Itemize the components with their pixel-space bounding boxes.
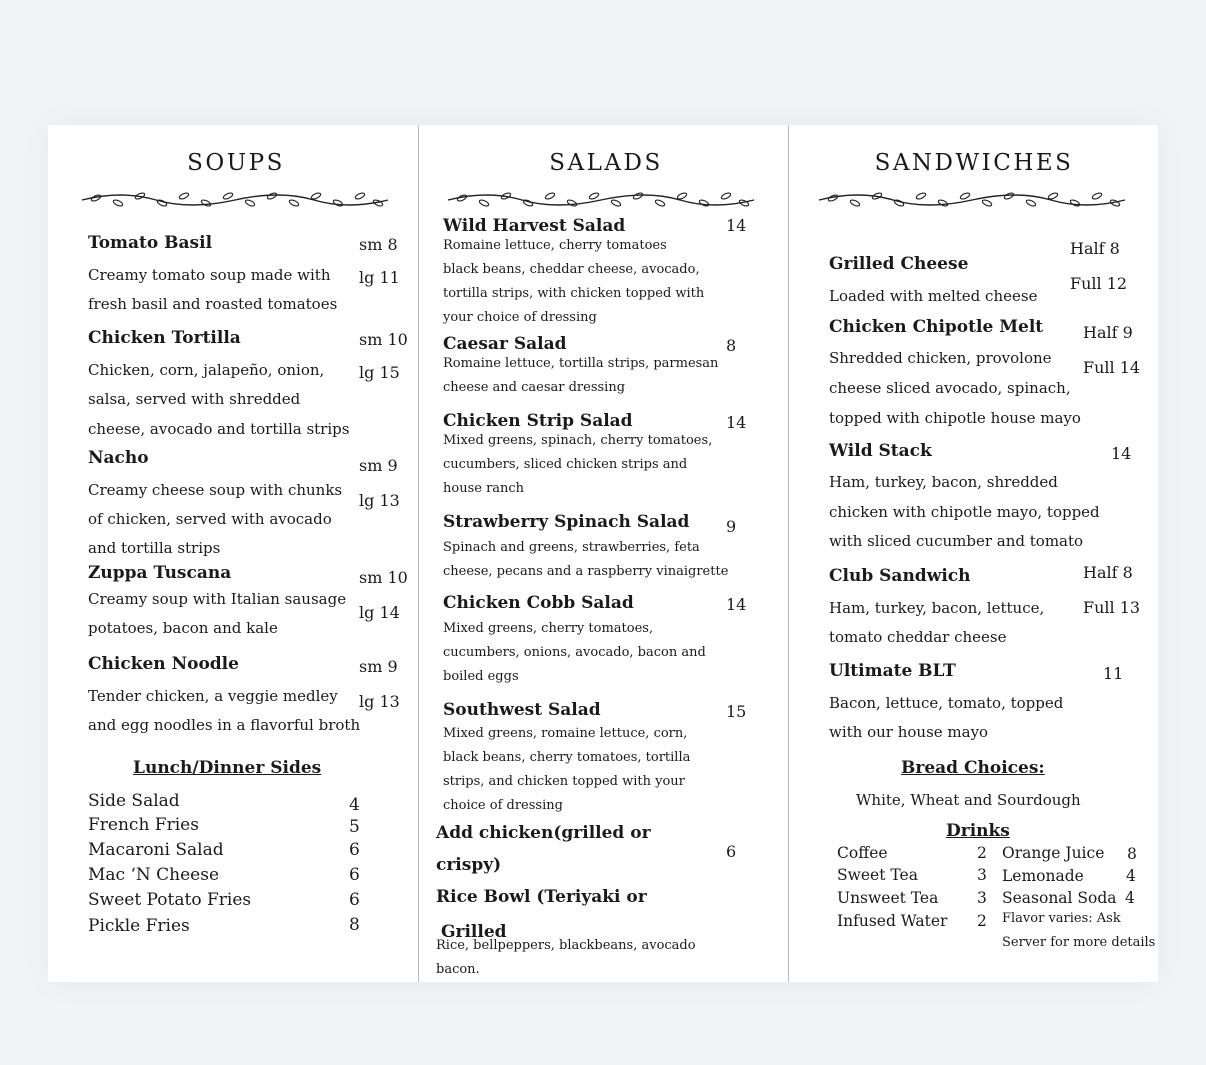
salad-desc: boiled eggs (443, 669, 519, 684)
salad-desc: black beans, cheddar cheese, avocado, (443, 262, 700, 277)
soup-price-sm: sm 8 (359, 235, 398, 254)
soup-desc: of chicken, served with avocado (88, 510, 332, 528)
salad-name: Southwest Salad (443, 700, 601, 720)
column-divider (788, 125, 789, 982)
salad-name: Wild Harvest Salad (443, 216, 626, 236)
sandwich-price-full: Full 13 (1083, 598, 1141, 617)
salad-desc: Mixed greens, spinach, cherry tomatoes, (443, 433, 713, 448)
side-price: 5 (349, 817, 360, 837)
side-price: 6 (349, 840, 360, 860)
sandwich-price-full: Full 12 (1070, 274, 1128, 293)
sandwich-desc: cheese sliced avocado, spinach, (829, 379, 1071, 397)
side-price: 6 (349, 890, 360, 910)
soups-title: SOUPS (187, 150, 285, 176)
salads-title: SALADS (549, 150, 663, 176)
sandwich-name: Wild Stack (829, 441, 932, 461)
sandwiches-title: SANDWICHES (874, 150, 1074, 176)
soup-desc: Tender chicken, a veggie medley (88, 687, 338, 705)
salad-desc: Mixed greens, romaine lettuce, corn, (443, 726, 688, 741)
sandwich-name: Club Sandwich (829, 566, 971, 586)
column-divider (418, 125, 419, 982)
salad-desc: your choice of dressing (443, 310, 597, 325)
menu-page (48, 125, 1158, 982)
salad-desc: house ranch (443, 481, 525, 496)
soup-price-sm: sm 10 (359, 330, 408, 349)
side-name: French Fries (88, 815, 199, 835)
soup-price-sm: sm 9 (359, 456, 398, 475)
drink-price: 4 (1126, 867, 1136, 885)
salad-desc: black beans, cherry tomatoes, tortilla (443, 750, 691, 765)
soup-desc: fresh basil and roasted tomatoes (88, 295, 338, 313)
vine-divider-icon (444, 188, 758, 212)
rice-bowl-name: Rice Bowl (Teriyaki or (436, 887, 647, 907)
drink-name: Sweet Tea (837, 866, 918, 884)
soup-desc: Creamy cheese soup with chunks (88, 481, 343, 499)
drink-price: 3 (977, 889, 987, 907)
sandwich-price: 14 (1111, 444, 1132, 463)
drinks-title: Drinks (946, 821, 1010, 841)
add-chicken-label: Add chicken(grilled or (436, 823, 651, 843)
sides-title: Lunch/Dinner Sides (133, 758, 322, 778)
drink-name: Orange Juice (1002, 844, 1105, 862)
soup-desc: salsa, served with shredded (88, 390, 301, 408)
soup-price-lg: lg 14 (359, 603, 400, 622)
salad-name: Caesar Salad (443, 334, 567, 354)
bread-text: White, Wheat and Sourdough (856, 791, 1081, 809)
side-price: 4 (349, 795, 360, 815)
sandwich-desc: Ham, turkey, bacon, lettuce, (829, 599, 1045, 617)
salad-price: 14 (726, 595, 747, 614)
drink-price: 3 (977, 866, 987, 884)
salad-desc: tortilla strips, with chicken topped with (443, 286, 705, 301)
soup-desc: cheese, avocado and tortilla strips (88, 420, 350, 438)
sandwich-name: Grilled Cheese (829, 254, 969, 274)
drink-name: Seasonal Soda (1002, 889, 1117, 907)
add-chicken-price: 6 (726, 842, 737, 861)
side-name: Macaroni Salad (88, 840, 224, 860)
soup-price-lg: lg 15 (359, 363, 400, 382)
sandwich-desc: tomato cheddar cheese (829, 628, 1007, 646)
sandwich-price-half: Half 9 (1083, 323, 1133, 342)
rice-bowl-desc: bacon. (436, 962, 480, 977)
sandwich-name: Ultimate BLT (829, 661, 956, 681)
salad-name: Chicken Cobb Salad (443, 593, 634, 613)
flavor-note: Flavor varies: Ask (1002, 911, 1121, 926)
salad-desc: cucumbers, onions, avocado, bacon and (443, 645, 706, 660)
salad-desc: cheese and caesar dressing (443, 380, 626, 395)
drink-name: Unsweet Tea (837, 889, 939, 907)
drink-price: 4 (1125, 889, 1135, 907)
sandwich-desc: Shredded chicken, provolone (829, 349, 1052, 367)
sandwich-desc: with sliced cucumber and tomato (829, 532, 1084, 550)
sandwich-price-half: Half 8 (1083, 563, 1133, 582)
soup-name: Chicken Tortilla (88, 328, 241, 348)
rice-bowl-desc: Rice, bellpeppers, blackbeans, avocado (436, 938, 696, 953)
soup-price-lg: lg 11 (359, 268, 400, 287)
drink-price: 2 (977, 912, 987, 930)
salad-desc: Mixed greens, cherry tomatoes, (443, 621, 654, 636)
soup-desc: potatoes, bacon and kale (88, 619, 278, 637)
salad-price: 15 (726, 702, 747, 721)
soup-desc: Creamy soup with Italian sausage (88, 590, 347, 608)
salad-desc: choice of dressing (443, 798, 563, 813)
soup-desc: and egg noodles in a flavorful broth (88, 716, 361, 734)
drink-name: Lemonade (1002, 867, 1084, 885)
soup-price-sm: sm 10 (359, 568, 408, 587)
vine-divider-icon (815, 188, 1129, 212)
add-chicken-label: crispy) (436, 855, 502, 875)
salad-desc: Romaine lettuce, tortilla strips, parmesan (443, 356, 719, 371)
rice-bowl-name: Grilled (441, 922, 507, 942)
sandwich-desc: with our house mayo (829, 723, 989, 741)
drink-name: Infused Water (837, 912, 948, 930)
salad-name: Strawberry Spinach Salad (443, 512, 690, 532)
vine-divider-icon (78, 188, 392, 212)
salad-desc: Romaine lettuce, cherry tomatoes (443, 238, 667, 253)
salad-desc: cucumbers, sliced chicken strips and (443, 457, 688, 472)
soup-price-lg: lg 13 (359, 491, 400, 510)
side-name: Pickle Fries (88, 916, 190, 936)
soup-price-lg: lg 13 (359, 692, 400, 711)
soup-desc: and tortilla strips (88, 539, 221, 557)
bread-title: Bread Choices: (901, 758, 1045, 778)
sandwich-desc: topped with chipotle house mayo (829, 409, 1081, 427)
side-price: 8 (349, 915, 360, 935)
salad-desc: cheese, pecans and a raspberry vinaigrette (443, 564, 729, 579)
drink-price: 2 (977, 844, 987, 862)
soup-desc: Creamy tomato soup made with (88, 266, 331, 284)
salad-price: 8 (726, 336, 737, 355)
drink-price: 8 (1127, 845, 1137, 863)
sandwich-price: 11 (1103, 664, 1124, 683)
salad-price: 14 (726, 413, 747, 432)
salad-price: 9 (726, 517, 737, 536)
sandwich-price-full: Full 14 (1083, 358, 1141, 377)
flavor-note: Server for more details (1002, 935, 1156, 950)
salad-desc: strips, and chicken topped with your (443, 774, 685, 789)
side-price: 6 (349, 865, 360, 885)
sandwich-desc: Bacon, lettuce, tomato, topped (829, 694, 1064, 712)
drink-name: Coffee (837, 844, 888, 862)
sandwich-name: Chicken Chipotle Melt (829, 317, 1044, 337)
sandwich-price-half: Half 8 (1070, 239, 1120, 258)
soup-name: Nacho (88, 448, 149, 468)
salad-price: 14 (726, 216, 747, 235)
salad-name: Chicken Strip Salad (443, 411, 633, 431)
soup-price-sm: sm 9 (359, 657, 398, 676)
sandwich-desc: chicken with chipotle mayo, topped (829, 503, 1100, 521)
soup-name: Tomato Basil (88, 233, 213, 253)
soup-desc: Chicken, corn, jalapeño, onion, (88, 361, 325, 379)
soup-name: Zuppa Tuscana (88, 563, 232, 583)
side-name: Sweet Potato Fries (88, 890, 252, 910)
salad-desc: Spinach and greens, strawberries, feta (443, 540, 700, 555)
soup-name: Chicken Noodle (88, 654, 239, 674)
sandwich-desc: Loaded with melted cheese (829, 287, 1038, 305)
side-name: Side Salad (88, 791, 180, 811)
sandwich-desc: Ham, turkey, bacon, shredded (829, 473, 1058, 491)
side-name: Mac ‘N Cheese (88, 865, 220, 885)
